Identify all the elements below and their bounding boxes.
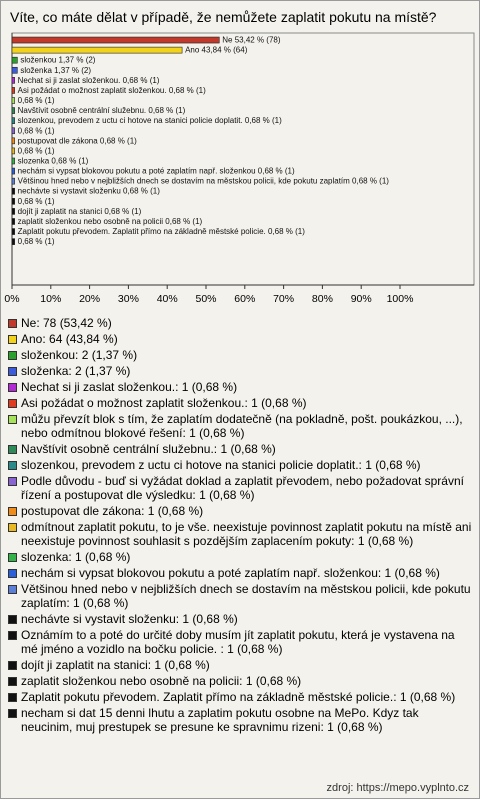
legend-swatch-11: [8, 507, 17, 516]
x-tick-label-1: 10%: [40, 293, 62, 305]
bar-label-14: nechám si vypsat blokovou pokutu a poté zaplatím např. složenkou 0,68 % (1): [17, 166, 295, 176]
legend-item-18: [7, 658, 473, 672]
bar-1: [12, 37, 219, 43]
bar-14: [12, 168, 15, 174]
legend-item-10: [7, 474, 473, 502]
legend-label-18: dojít ji zaplatit na stanici: 1 (0,68 %): [21, 658, 210, 672]
legend-item-19: [7, 674, 473, 688]
bar-chart-plot: [1, 1, 480, 311]
legend-swatch-10: [8, 477, 17, 486]
bar-3: [12, 57, 17, 63]
legend-item-21: [7, 706, 473, 734]
legend-item-8: [7, 442, 473, 456]
legend-label-17: Oznámím to a poté do určité doby musím jít zaplatit pokutu, která je vystavena na mé jméno a vozidlo na bočku policie. : 1 (0,68 %): [21, 628, 455, 656]
x-tick-label-8: 80%: [311, 293, 333, 305]
bar-12: [12, 148, 15, 154]
chart-legend: [7, 316, 473, 736]
bar-label-1: Ne 53,42 % (78): [222, 35, 281, 45]
legend-swatch-13: [8, 553, 17, 562]
legend-label-11: postupovat dle zákona: 1 (0,68 %): [21, 504, 204, 518]
legend-label-21: necham si dat 15 denni lhutu a zaplatim pokutu osobne na MePo. Kdyz tak neucinim, muj prestupek se presune ke spravnimu rizeni: 1 (0,68 %): [21, 706, 419, 734]
legend-item-12: [7, 520, 473, 548]
bar-6: [12, 87, 15, 93]
legend-swatch-16: [8, 615, 17, 624]
bar-label-7: 0,68 % (1): [17, 96, 55, 106]
bar-label-19: zaplatit složenkou nebo osobně na policii 0,68 % (1): [17, 216, 203, 226]
legend-label-3: složenkou: 2 (1,37 %): [21, 348, 138, 362]
bar-2: [12, 47, 182, 53]
bar-18: [12, 208, 15, 214]
bar-16: [12, 188, 15, 194]
legend-label-5: Nechat si ji zaslat složenkou.: 1 (0,68 %): [21, 380, 238, 394]
legend-label-4: složenka: 2 (1,37 %): [21, 364, 131, 378]
bar-label-13: slozenka 0,68 % (1): [17, 156, 89, 166]
legend-item-14: [7, 566, 473, 580]
legend-label-6: Asi požádat o možnost zaplatit složenkou.: 1 (0,68 %): [21, 396, 307, 410]
legend-swatch-18: [8, 661, 17, 670]
legend-item-9: [7, 458, 473, 472]
legend-label-12: odmítnout zaplatit pokutu, to je vše. neexistuje povinnost zaplatit pokutu na místě ani neexistuje povinnost souhlasit s pozdějším zaplacením pokuty: 1 (0,68 %): [21, 520, 472, 548]
legend-swatch-15: [8, 585, 17, 594]
legend-label-9: slozenkou, prevodem z uctu ci hotove na stanici policie doplatit.: 1 (0,68 %): [21, 458, 421, 472]
bar-11: [12, 138, 15, 144]
legend-label-19: zaplatit složenkou nebo osobně na policii: 1 (0,68 %): [21, 674, 302, 688]
legend-swatch-7: [8, 415, 17, 424]
bar-label-9: slozenkou, prevodem z uctu ci hotove na stanici policie doplatit. 0,68 % (1): [17, 116, 282, 126]
bar-label-8: Navštívit osobně centrální služebnu. 0,68 % (1): [17, 106, 186, 116]
bar-label-12: 0,68 % (1): [17, 146, 55, 156]
legend-swatch-19: [8, 677, 17, 686]
legend-swatch-12: [8, 523, 17, 532]
bar-label-20: Zaplatit pokutu převodem. Zaplatit přímo na základně městské policie. 0,68 % (1): [17, 227, 305, 237]
x-tick-label-4: 40%: [156, 293, 178, 305]
legend-label-15: Většinou hned nebo v nejbližších dnech se dostavím na městskou policii, kde pokutu zaplatím: 1 (0,68 %): [21, 582, 471, 610]
x-tick-label-3: 30%: [117, 293, 139, 305]
legend-label-2: Ano: 64 (43,84 %): [21, 332, 118, 346]
legend-label-14: nechám si vypsat blokovou pokutu a poté zaplatím např. složenkou: 1 (0,68 %): [21, 566, 440, 580]
legend-item-3: [7, 348, 473, 362]
bar-19: [12, 218, 15, 224]
bar-label-11: postupovat dle zákona 0,68 % (1): [17, 136, 137, 146]
bar-15: [12, 178, 15, 184]
bar-label-5: Nechat si ji zaslat složenkou. 0,68 % (1): [17, 75, 160, 85]
legend-swatch-8: [8, 445, 17, 454]
bar-10: [12, 128, 15, 134]
legend-label-16: nechávte si vystavit složenku: 1 (0,68 %): [21, 612, 238, 626]
legend-item-4: [7, 364, 473, 378]
legend-swatch-21: [8, 709, 17, 718]
bar-label-15: Většinou hned nebo v nejbližších dnech se dostavím na městskou policii, kde pokutu zaplatím 0,68 % (1): [17, 176, 389, 186]
legend-swatch-9: [8, 461, 17, 470]
bar-17: [12, 198, 15, 204]
legend-swatch-2: [8, 335, 17, 344]
legend-label-1: Ne: 78 (53,42 %): [21, 316, 112, 330]
x-tick-label-7: 70%: [273, 293, 295, 305]
x-tick-label-0: 0%: [4, 293, 20, 305]
legend-swatch-17: [8, 631, 17, 640]
source-note: zdroj: https://mepo.vyplnto.cz: [326, 782, 469, 794]
legend-item-17: [7, 628, 473, 656]
legend-label-13: slozenka: 1 (0,68 %): [21, 550, 131, 564]
bar-label-17: 0,68 % (1): [17, 196, 55, 206]
chart-title: Víte, co máte dělat v případě, že nemůžete zaplatit pokutu na místě?: [10, 9, 437, 25]
legend-item-7: [7, 412, 473, 440]
bar-label-21: 0,68 % (1): [17, 237, 55, 247]
bar-label-18: dojít ji zaplatit na stanici 0,68 % (1): [17, 206, 142, 216]
legend-item-16: [7, 612, 473, 626]
legend-label-10: Podle důvodu - buď si vyžádat doklad a zaplatit převodem, nebo požadovat správní řízení a postupovat dle výsledku: 1 (0,68 %): [21, 474, 464, 502]
bar-label-10: 0,68 % (1): [17, 126, 55, 136]
bar-4: [12, 67, 17, 73]
legend-item-15: [7, 582, 473, 610]
bar-label-3: složenkou 1,37 % (2): [20, 55, 96, 65]
legend-item-11: [7, 504, 473, 518]
bar-13: [12, 158, 15, 164]
bar-7: [12, 98, 15, 104]
legend-item-20: [7, 690, 473, 704]
bar-5: [12, 77, 15, 83]
legend-label-20: Zaplatit pokutu převodem. Zaplatit přímo na základně městské policie.: 1 (0,68 %): [21, 690, 456, 704]
legend-item-5: [7, 380, 473, 394]
x-tick-label-2: 20%: [79, 293, 101, 305]
legend-item-2: [7, 332, 473, 346]
x-tick-label-10: 100%: [386, 293, 414, 305]
bar-label-4: složenka 1,37 % (2): [20, 65, 92, 75]
bar-label-16: nechávte si vystavit složenku 0,68 % (1): [17, 186, 160, 196]
legend-swatch-14: [8, 569, 17, 578]
bar-20: [12, 229, 15, 235]
bar-21: [12, 239, 15, 245]
legend-swatch-3: [8, 351, 17, 360]
x-tick-label-6: 60%: [234, 293, 256, 305]
bar-label-2: Ano 43,84 % (64): [185, 45, 248, 55]
legend-label-8: Navštívit osobně centrální služebnu.: 1 (0,68 %): [21, 442, 276, 456]
bar-label-6: Asi požádat o možnost zaplatit složenkou. 0,68 % (1): [17, 85, 206, 95]
legend-swatch-6: [8, 399, 17, 408]
legend-swatch-4: [8, 367, 17, 376]
x-tick-label-5: 50%: [195, 293, 217, 305]
bar-8: [12, 108, 15, 114]
legend-item-1: [7, 316, 473, 330]
legend-label-7: můžu převzít blok s tím, že zaplatím dodatečně (na pokladně, pošt. poukázkou, ...), nebo odmítnou blokové řešení: 1 (0,68 %): [21, 412, 463, 440]
x-tick-label-9: 90%: [350, 293, 372, 305]
legend-item-6: [7, 396, 473, 410]
legend-item-13: [7, 550, 473, 564]
legend-swatch-1: [8, 319, 17, 328]
legend-swatch-20: [8, 693, 17, 702]
bar-9: [12, 118, 15, 124]
legend-swatch-5: [8, 383, 17, 392]
